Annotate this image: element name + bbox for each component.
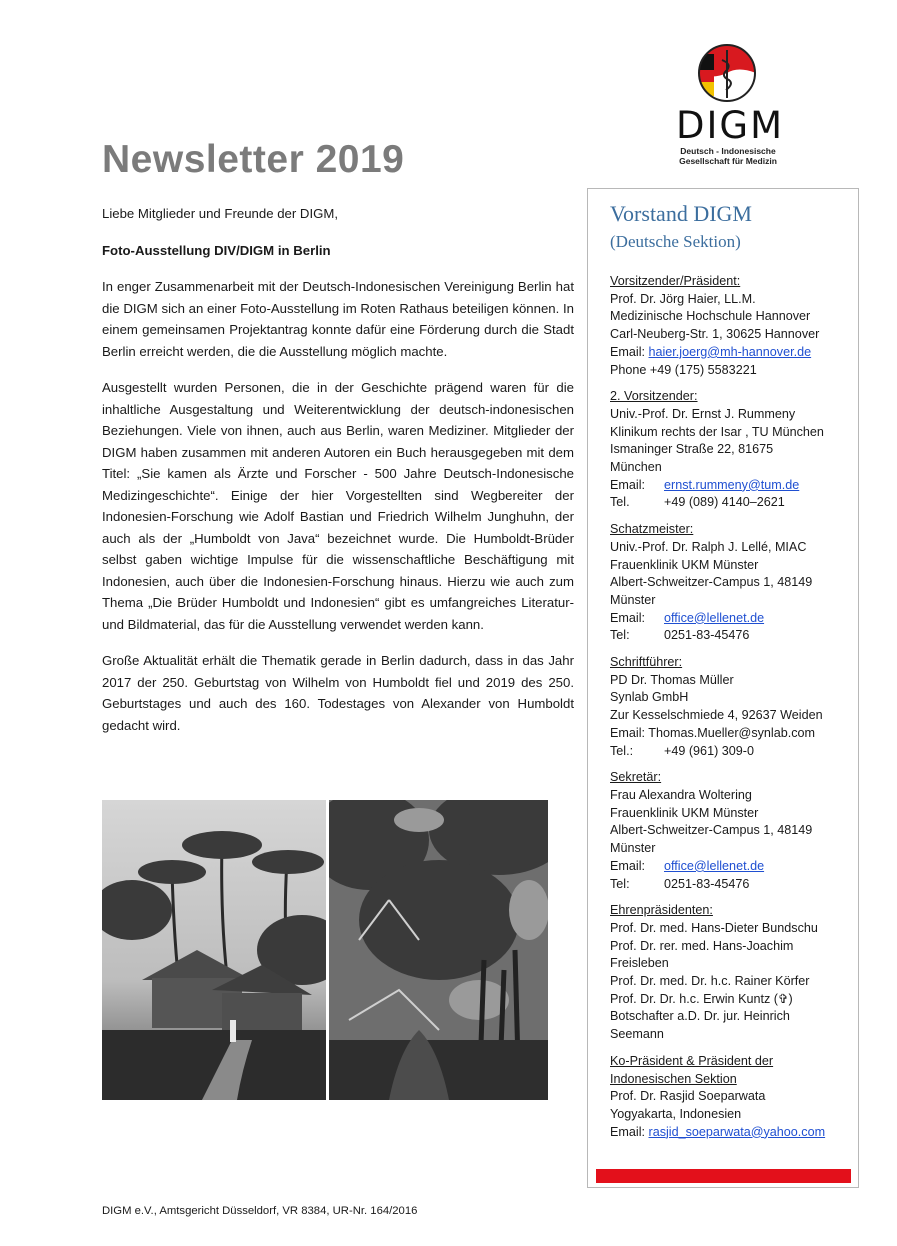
text-line: Univ.-Prof. Dr. Ernst J. Rummeny [610,406,796,421]
section-heading: Sekretär: [610,770,662,785]
email-line [610,610,855,628]
text-line: Prof. Dr. Rasjid Soeparwata [610,1089,766,1104]
digm-logo [676,44,786,166]
text-line: Prof. Dr. Jörg Haier, LL.M. [610,291,756,306]
section-heading: Indonesischen Sektion [610,1071,737,1086]
text-line: Carl-Neuberg-Str. 1, 30625 Hannover [610,327,820,342]
email-label: Email: [610,1124,645,1139]
paragraph-1: In enger Zusammenarbeit mit der Deutsch-Indonesischen Vereinigung Berlin hat die DIGM sich an einer Foto-Ausstellung im Roten Rathaus beteiligen können. In einem gemeinsamen Projektantrag konnte dafür eine Förderung durch die Stadt Berlin erreicht werden, die die Ausstellung möglich machte. [102,279,574,359]
tel-value: +49 (089) 4140–2621 [664,495,785,510]
tel-value: 0251-83-45476 [664,876,750,891]
email-line [610,477,855,495]
email-line: Email: Thomas.Mueller@synlab.com [610,725,816,740]
paragraph-2: Ausgestellt wurden Personen, die in der Geschichte prägend waren für die inhaltliche Ausgestaltung und Weiterentwicklung der deutsch-indonesischen Beziehungen. Viele von ihnen, auch aus Berlin, waren Mediziner. Mitglieder der DIGM haben zusammen mit anderen Autoren ein Buch herausgegeben mit dem Titel: „Sie kamen als Ärzte und Forscher - 500 Jahre Deutsch-Indonesische Medizingeschichte“. Einige der hier Vorgestellten sind Wegbereiter der Indonesien-Forschung wie Adolf Bastian und Friedrich Wilhelm Junghuhn, der auch als der „Humboldt von Java“ bezeichnet wurde. Die Humboldt-Brüder selbst gaben wichtige Impulse für die wissenschaftliche Beschäftigung mit Indonesien, auch über die Indonesien-Forschung hinaus. Hierzu wie auch zum Thema „Die Brüder Humboldt und Indonesien“ gibt es umfangreiches Literatur- und Bildmaterial, das für die Ausstellung verwendet werden kann. [102,380,574,632]
text-line: Klinikum rechts der Isar , TU München [610,424,824,439]
section-vize [610,388,855,512]
email-link[interactable]: office@lellenet.de [664,858,765,873]
tel-label: Tel: [610,876,630,891]
email-label: Email: [610,610,645,625]
main-text-column [102,203,574,751]
text-line: Prof. Dr. med. Hans-Dieter Bundschu [610,920,818,935]
tel-value: +49 (961) 309-0 [664,743,754,758]
greeting: Liebe Mitglieder und Freunde der DIGM, [102,206,339,221]
section-schriftfuehrer [610,654,855,760]
photo-village-huts [102,800,326,1100]
sidebar-title: Vorstand DIGM [610,201,752,226]
text-line: PD Dr. Thomas Müller [610,672,734,687]
tel-label: Tel. [610,495,630,510]
email-label: Email: [610,858,645,873]
text-line: Frau Alexandra Woltering [610,787,752,802]
email-link[interactable]: haier.joerg@mh-hannover.de [648,344,812,359]
text-line: Seemann [610,1027,664,1042]
newsletter-title: Newsletter 2019 [102,138,405,181]
text-line: Synlab GmbH [610,690,689,705]
tel-value: 0251-83-45476 [664,628,750,643]
tel-line [610,876,855,894]
text-line: Prof. Dr. Dr. h.c. Erwin Kuntz (✞) [610,991,793,1006]
red-accent-bar [596,1169,851,1183]
sidebar-content [610,273,855,1150]
phone-line: Phone +49 (175) 5583221 [610,362,757,377]
tel-line [610,743,855,761]
tel-line [610,627,855,645]
email-link[interactable]: rasjid_soeparwata@yahoo.com [648,1124,826,1139]
text-line: Albert-Schweitzer-Campus 1, 48149 [610,575,813,590]
section-heading: 2. Vorsitzender: [610,389,698,404]
email-link[interactable]: ernst.rummeny@tum.de [664,477,800,492]
email-line [610,344,855,362]
logo-wordmark: DIGM [676,104,784,147]
tel-label: Tel.: [610,743,634,758]
text-line: Botschafter a.D. Dr. jur. Heinrich [610,1009,790,1024]
text-line: München [610,460,662,475]
section-sekretaer [610,769,855,893]
historic-photos [102,800,548,1100]
text-line: Albert-Schweitzer-Campus 1, 48149 [610,823,813,838]
footer-registration: DIGM e.V., Amtsgericht Düsseldorf, VR 8384, UR-Nr. 164/2016 [102,1205,418,1217]
text-line: Univ.-Prof. Dr. Ralph J. Lellé, MIAC [610,539,807,554]
board-sidebar [587,188,859,1188]
text-line: Yogyakarta, Indonesien [610,1106,742,1121]
section-heading: Foto-Ausstellung DIV/DIGM in Berlin [102,242,331,258]
text-line: Zur Kesselschmiede 4, 92637 Weiden [610,708,823,723]
text-line: Prof. Dr. rer. med. Hans-Joachim [610,938,794,953]
section-heading: Schatzmeister: [610,522,694,537]
email-label: Email: [610,477,645,492]
text-line: Prof. Dr. med. Dr. h.c. Rainer Körfer [610,974,810,989]
logo-subtitle: Deutsch - Indonesische Gesellschaft für Medizin [679,146,777,166]
text-line: Frauenklinik UKM Münster [610,557,759,572]
tel-label: Tel: [610,628,630,643]
text-line: Ismaninger Straße 22, 81675 [610,442,774,457]
section-heading: Ehrenpräsidenten: [610,903,713,918]
section-heading: Vorsitzender/Präsident: [610,274,741,288]
email-link[interactable]: office@lellenet.de [664,610,765,625]
section-ehrenpraesidenten [610,902,855,1044]
email-line [610,1124,855,1142]
text-line: Münster [610,841,656,856]
tel-line [610,494,855,512]
section-ko-praesident [610,1053,855,1142]
text-line: Freisleben [610,956,669,971]
sidebar-subtitle: (Deutsche Sektion) [610,232,741,251]
text-line: Medizinische Hochschule Hannover [610,309,811,324]
section-schatzmeister [610,521,855,645]
email-line [610,858,855,876]
email-label: Email: [610,344,645,359]
photo-jungle [329,800,548,1100]
section-heading: Ko-Präsident & Präsident der [610,1053,774,1068]
section-heading: Schriftführer: [610,655,683,670]
text-line: Frauenklinik UKM Münster [610,805,759,820]
digm-emblem-icon [698,44,756,102]
paragraph-3: Große Aktualität erhält die Thematik gerade in Berlin dadurch, dass in das Jahr 2017 der 250. Geburtstag von Wilhelm von Humboldt fiel und 2019 des 250. Geburtstages und auch des 160. Todestages von Alexander von Humboldt gedacht wird. [102,653,574,733]
section-praesident [610,273,855,379]
text-line: Münster [610,592,656,607]
